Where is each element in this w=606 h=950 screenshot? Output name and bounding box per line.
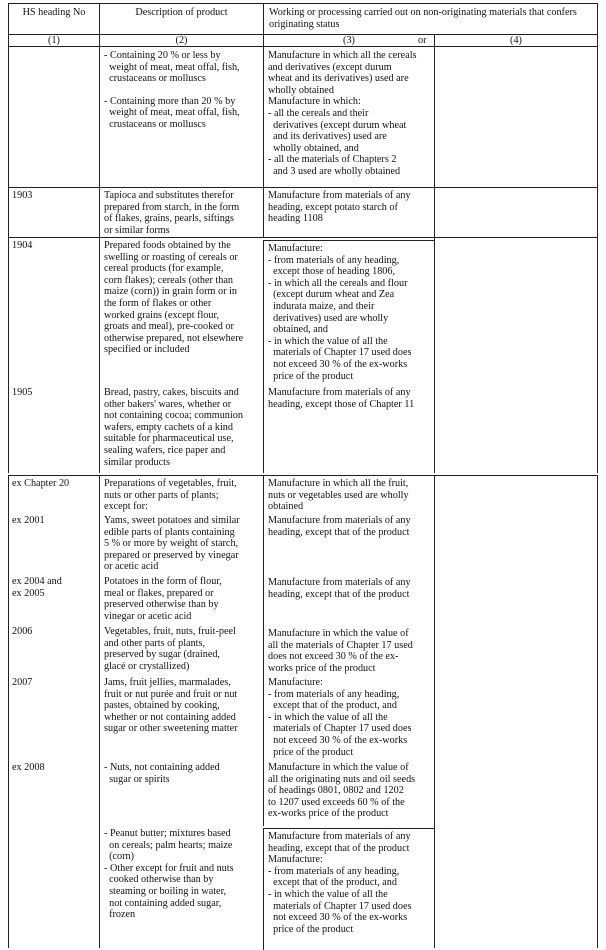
table-row	[8, 624, 598, 675]
hs-heading-cell: 2006	[8, 624, 99, 675]
rule-cell	[263, 48, 434, 187]
rule-line: wheat and its derivatives) used are	[268, 73, 409, 85]
hs-heading-cell: 1903	[8, 188, 99, 238]
table-row	[8, 237, 598, 385]
alt-rule-cell	[434, 48, 598, 187]
desc-line: of flakes, grains, pearls, siftings	[104, 213, 234, 225]
rule-line: to 1207 used exceeds 60 % of the	[268, 796, 405, 808]
hs-heading-cell: ex 2001	[8, 513, 99, 574]
rule-line: - all the cereals and their	[268, 107, 369, 119]
desc-line: similar products	[104, 456, 170, 468]
desc-line: other bakers' wares, whether or	[104, 398, 232, 410]
desc-line: meal or flakes, prepared or	[104, 587, 214, 599]
hs-heading-cell: 1905	[8, 385, 99, 473]
rule-line: materials of Chapter 17 used does	[268, 900, 412, 912]
alt-rule-cell	[434, 826, 598, 948]
alt-rule-cell	[434, 624, 598, 675]
table-row	[8, 826, 598, 948]
table-column-numbers	[8, 34, 598, 47]
rule-line: except that of the product, and	[268, 877, 397, 889]
desc-line: specified or included	[104, 344, 190, 356]
desc-line: groats and meal), pre-cooked or	[104, 321, 234, 333]
rule-line: not exceed 30 % of the ex-works	[268, 734, 408, 746]
rule-line: Manufacture from materials of any	[268, 515, 411, 526]
rule-line: except those of heading 1806,	[268, 266, 396, 278]
alt-rule-cell	[434, 238, 598, 386]
rule-line: and derivatives (except durum	[268, 61, 392, 73]
desc-line: weight of meat, meat offal, fish,	[104, 107, 240, 119]
rule-line: does not exceed 30 % of the ex-	[268, 651, 399, 663]
desc-line: nuts or other parts of plants;	[104, 489, 219, 501]
rule-line: - from materials of any heading,	[268, 865, 400, 877]
desc-line: Prepared foods obtained by the	[104, 240, 231, 251]
alt-rule-cell	[434, 385, 598, 473]
desc-line: pastes, obtained by cooking,	[104, 700, 220, 712]
desc-line: cooked otherwise than by	[104, 874, 214, 886]
rule-line: Manufacture from materials of any	[268, 831, 411, 842]
rule-line: Manufacture in which the value of	[268, 628, 409, 639]
desc-line: cereal products (for example,	[104, 263, 224, 275]
col-number-2: (2)	[99, 35, 263, 48]
col-number-1: (1)	[8, 35, 99, 48]
hs-heading-cell: ex 2004 and ex 2005	[8, 574, 99, 624]
rule-line: except that of the product, and	[268, 700, 397, 712]
rule-line: wholly obtained	[268, 84, 334, 96]
rule-line: Manufacture from materials of any	[268, 190, 411, 201]
hs-heading-cell	[8, 48, 99, 187]
desc-line: except for:	[104, 501, 148, 513]
rule-line: works price of the product	[268, 662, 376, 674]
rule-line: wholly obtained, and	[268, 142, 359, 154]
desc-line: glacé or crystallized)	[104, 660, 190, 672]
header-working-processing: Working or processing carried out on non-originating materials that confers originating status	[263, 4, 598, 35]
description-cell	[99, 574, 263, 624]
table-row	[8, 48, 598, 187]
rule-line: all the materials of Chapter 17 used	[268, 639, 413, 651]
desc-line: not containing cocoa; communion	[104, 410, 243, 422]
table-row	[8, 475, 598, 513]
rule-cell	[263, 476, 434, 514]
table-row	[8, 385, 598, 473]
rule-line: obtained, and	[268, 324, 328, 336]
rule-cell	[263, 385, 434, 473]
col-number-3: (3)	[263, 35, 434, 48]
col-or-label: or	[418, 35, 427, 46]
desc-line: not containing added sugar,	[104, 897, 222, 909]
rule-line: heading, except that of the product	[268, 588, 410, 600]
hs-heading-cell	[8, 826, 99, 948]
rule-line: Manufacture:	[268, 243, 323, 254]
alt-rule-cell	[434, 188, 598, 238]
hs-heading-cell: 2007	[8, 675, 99, 760]
rule-line: all the originating nuts and oil seeds	[268, 773, 416, 785]
rule-line: not exceed 30 % of the ex-works	[268, 912, 408, 924]
rule-line: Manufacture in which:	[268, 96, 361, 108]
description-cell	[99, 513, 263, 574]
rule-cell	[263, 513, 434, 574]
desc-line: worked grains (except flour,	[104, 309, 220, 321]
desc-line: - Containing more than 20 % by	[104, 95, 236, 107]
desc-line: and other parts of plants,	[104, 637, 205, 649]
rule-line: materials of Chapter 17 used does	[268, 723, 412, 735]
description-cell	[99, 238, 263, 386]
description-cell	[99, 476, 263, 514]
header-hs-heading: HS heading No	[8, 4, 99, 35]
rule-cell	[263, 240, 434, 388]
desc-line: weight of meat, meat offal, fish,	[104, 61, 240, 73]
desc-line: whether or not containing added	[104, 711, 236, 723]
alt-rule-cell	[434, 476, 598, 514]
desc-line: 5 % or more by weight of starch,	[104, 538, 239, 550]
rule-line: heading 1108	[268, 213, 323, 225]
rule-line: Manufacture in which all the cereals	[268, 50, 417, 61]
rule-line: - in which the value of all the	[268, 711, 388, 723]
desc-line: crustaceans or molluscs	[104, 118, 206, 130]
document-page	[8, 3, 598, 948]
desc-line: sugar or spirits	[104, 773, 170, 785]
table-row	[8, 760, 598, 826]
description-cell	[99, 385, 263, 473]
desc-line: on cereals; palm hearts; maize	[104, 839, 233, 851]
desc-line: prepared or preserved by vinegar	[104, 549, 239, 561]
desc-line: Yams, sweet potatoes and similar	[104, 515, 240, 526]
desc-line: preserved otherwise than by	[104, 599, 219, 611]
desc-line: crustaceans or molluscs	[104, 73, 206, 85]
rule-line: indurata maize, and their	[268, 300, 375, 312]
alt-rule-cell	[434, 574, 598, 624]
rule-line: Manufacture in which the value of	[268, 762, 409, 773]
rule-line: heading, except those of Chapter 11	[268, 398, 415, 410]
desc-line: wafers, empty cachets of a kind	[104, 421, 233, 433]
rule-line: derivatives) used are wholly	[268, 312, 389, 324]
rule-line: - in which the value of all the	[268, 335, 388, 347]
rule-line: price of the product	[268, 370, 354, 382]
rule-line: - from materials of any heading,	[268, 254, 400, 266]
description-cell	[99, 826, 263, 948]
rule-line: not exceed 30 % of the ex-works	[268, 358, 408, 370]
rule-line: - from materials of any heading,	[268, 688, 400, 700]
description-cell	[99, 188, 263, 238]
rule-cell	[263, 760, 434, 826]
rule-line: Manufacture in which all the fruit,	[268, 478, 409, 489]
rule-line: heading, except that of the product	[268, 842, 410, 854]
rule-cell	[263, 574, 434, 624]
rule-line: price of the product	[268, 923, 354, 935]
desc-line: Potatoes in the form of flour,	[104, 576, 222, 587]
hs-heading-cell: 1904	[8, 238, 99, 386]
rule-line: heading, except that of the product	[268, 526, 410, 538]
rule-line: nuts or vegetables used are wholly	[268, 489, 409, 501]
desc-line: (corn)	[104, 851, 134, 863]
desc-line: Tapioca and substitutes therefor	[104, 190, 234, 201]
rule-line: obtained	[268, 501, 304, 513]
desc-line: sealing wafers, rice paper and	[104, 444, 226, 456]
header-description: Description of product	[99, 4, 263, 35]
description-cell	[99, 675, 263, 760]
table-row	[8, 513, 598, 574]
hs-heading-cell: ex Chapter 20	[8, 476, 99, 514]
table-row	[8, 675, 598, 760]
desc-line: sugar or other sweetening matter	[104, 723, 238, 735]
desc-line: Bread, pastry, cakes, biscuits and	[104, 387, 239, 398]
hs-heading-cell: ex 2008	[8, 760, 99, 826]
desc-line: vinegar or acetic acid	[104, 610, 192, 622]
desc-line: swelling or roasting of cereals or	[104, 251, 238, 263]
desc-line: or acetic acid	[104, 561, 159, 573]
desc-line: Jams, fruit jellies, marmalades,	[104, 677, 231, 688]
rule-line: derivatives (except durum wheat	[268, 119, 407, 131]
desc-line: - Nuts, not containing added	[104, 762, 220, 773]
alt-rule-cell	[434, 513, 598, 574]
desc-line: Preparations of vegetables, fruit,	[104, 478, 237, 489]
rule-line: of headings 0801, 0802 and 1202	[268, 785, 404, 797]
table-header	[8, 3, 598, 34]
desc-line: steaming or boiling in water,	[104, 885, 227, 897]
rule-line: (except durum wheat and Zea	[268, 289, 395, 301]
desc-line: corn flakes); cereals (other than	[104, 274, 233, 286]
desc-line: prepared from starch, in the form	[104, 201, 240, 213]
desc-line: maize (corn)) in grain form or in	[104, 286, 237, 298]
rule-line: Manufacture from materials of any	[268, 577, 411, 588]
rule-line: and 3 used are wholly obtained	[268, 165, 401, 177]
desc-line: frozen	[104, 909, 136, 921]
rule-line: - in which the value of all the	[268, 888, 388, 900]
description-cell	[99, 624, 263, 675]
desc-line: or similar forms	[104, 224, 170, 236]
desc-line: the form of flakes or other	[104, 297, 212, 309]
description-cell	[99, 760, 263, 826]
desc-line: suitable for pharmaceutical use,	[104, 433, 234, 445]
rule-line: - all the materials of Chapters 2	[268, 154, 397, 166]
description-cell	[99, 48, 263, 187]
rule-line: materials of Chapter 17 used does	[268, 347, 412, 359]
table-row	[8, 187, 598, 237]
rule-cell	[263, 624, 434, 675]
rule-line: ex-works price of the product	[268, 808, 389, 820]
col-number-4: (4)	[434, 35, 598, 48]
desc-line: preserved by sugar (drained,	[104, 649, 220, 661]
rule-line: Manufacture:	[268, 677, 323, 688]
desc-line: Vegetables, fruit, nuts, fruit-peel	[104, 626, 236, 637]
rule-line: price of the product	[268, 746, 354, 758]
rule-line: Manufacture:	[268, 854, 323, 866]
alt-rule-cell	[434, 760, 598, 826]
desc-line: - Peanut butter; mixtures based	[104, 828, 231, 839]
desc-line: fruit or nut purée and fruit or nut	[104, 688, 238, 700]
rule-cell	[263, 828, 434, 950]
rule-line: - in which all the cereals and flour	[268, 277, 408, 289]
desc-line: - Containing 20 % or less by	[104, 50, 221, 61]
alt-rule-cell	[434, 675, 598, 760]
rule-line: and its derivatives) used are	[268, 131, 387, 143]
rule-cell	[263, 675, 434, 760]
desc-line: edible parts of plants containing	[104, 526, 235, 538]
rule-cell	[263, 188, 434, 238]
table-row	[8, 574, 598, 624]
rule-line: Manufacture from materials of any	[268, 387, 411, 398]
desc-line: - Other except for fruit and nuts	[104, 862, 234, 874]
desc-line: otherwise prepared, not elsewhere	[104, 332, 244, 344]
rule-line: heading, except potato starch of	[268, 201, 398, 213]
